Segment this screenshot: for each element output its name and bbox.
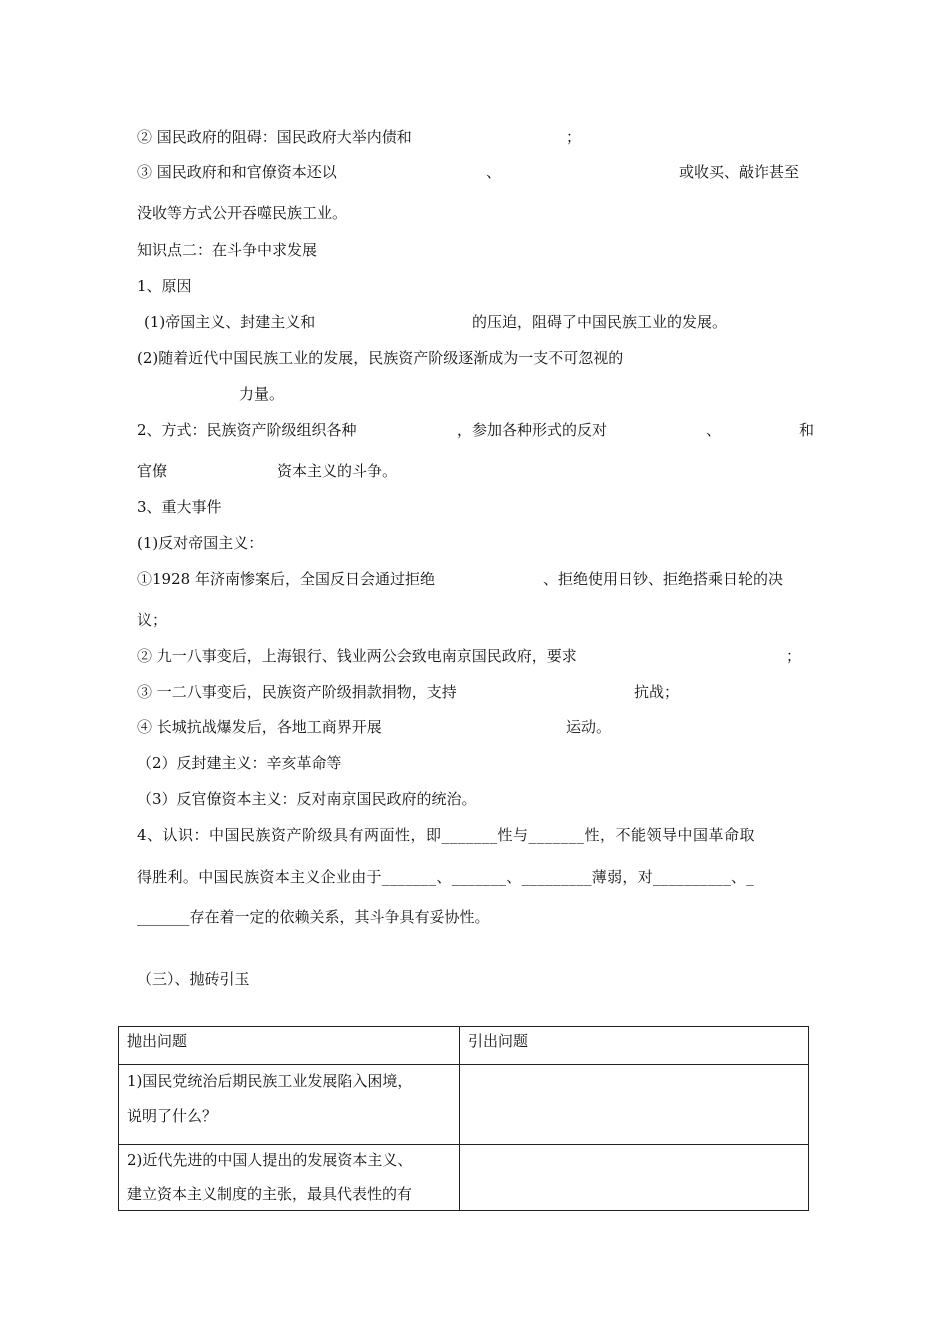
text-line: _______存在着一定的依赖关系，其斗争具有妥协性。 (137, 908, 490, 926)
text-line: 、拒绝使用日钞、拒绝搭乘日轮的决 (543, 570, 784, 588)
text-line: 或收买、敲诈甚至 (679, 163, 800, 181)
text-line: 、 (706, 421, 722, 439)
question-cell (119, 1065, 460, 1145)
question-text: 2)近代先进的中国人提出的发展资本主义、 (127, 1151, 413, 1169)
text-line: 得胜利。中国民族资本主义企业由于_______、_______、_________薄弱，对__________、_ (137, 868, 755, 886)
text-line: ④ 长城抗战爆发后，各地工商界开展 (137, 718, 382, 736)
text-line: 的压迫，阻碍了中国民族工业的发展。 (472, 313, 728, 331)
text-line: 、 (486, 163, 502, 181)
answer-cell[interactable] (460, 1145, 809, 1211)
text-line: ② 九一八事变后，上海银行、钱业两公会致电南京国民政府，要求 (137, 647, 577, 665)
table-header-cell: 引出问题 (460, 1027, 809, 1065)
text-line: 抗战； (634, 683, 680, 701)
text-line: 没收等方式公开吞噬民族工业。 (137, 204, 348, 222)
question-cell (119, 1145, 460, 1211)
text-line: 3、重大事件 (137, 498, 222, 516)
text-line: 资本主义的斗争。 (277, 462, 398, 480)
text-line: ③ 国民政府和和官僚资本还以 (137, 163, 337, 181)
text-line: ； (786, 647, 802, 665)
text-line: ； (566, 128, 582, 146)
text-line: ③ 一二八事变后，民族资产阶级捐款捐物，支持 (137, 683, 457, 701)
text-line: 1、原因 (137, 277, 192, 295)
table-header-cell: 抛出问题 (119, 1027, 460, 1065)
text-line: ② 国民政府的阻碍：国民政府大举内债和 (137, 128, 412, 146)
table-header-row (119, 1027, 809, 1065)
text-line: 4、认识：中国民族资产阶级具有两面性，即_______性与_______性，不能领导中国革命取 (137, 826, 756, 844)
question-text: 1)国民党统治后期民族工业发展陷入困境， (127, 1072, 413, 1090)
table-row (119, 1065, 809, 1145)
question-table (118, 1026, 809, 1211)
text-line: （2）反封建主义：辛亥革命等 (137, 754, 342, 772)
text-line: ，参加各种形式的反对 (457, 421, 608, 439)
text-line: ①1928 年济南惨案后，全国反日会通过拒绝 (137, 570, 435, 588)
text-line: (1)帝国主义、封建主义和 (144, 313, 316, 331)
text-line: 力量。 (239, 385, 285, 403)
question-text: 建立资本主义制度的主张，最具代表性的有 (127, 1185, 413, 1203)
section-heading: （三）、抛砖引玉 (137, 970, 250, 988)
text-line: (1)反对帝国主义： (137, 534, 264, 552)
text-line: 2、方式：民族资产阶级组织各种 (137, 421, 357, 439)
table-row (119, 1145, 809, 1211)
question-text: 说明了什么？ (127, 1107, 218, 1125)
text-line: 运动。 (566, 718, 612, 736)
text-line: 议； (137, 611, 168, 629)
text-line: 官僚 (137, 462, 168, 480)
text-line: 和 (799, 421, 815, 439)
text-line: (2)随着近代中国民族工业的发展，民族资产阶级逐渐成为一支不可忽视的 (137, 349, 624, 367)
answer-cell[interactable] (460, 1065, 809, 1145)
text-line: （3）反官僚资本主义：反对南京国民政府的统治。 (137, 790, 477, 808)
section-heading: 知识点二：在斗争中求发展 (137, 241, 318, 259)
